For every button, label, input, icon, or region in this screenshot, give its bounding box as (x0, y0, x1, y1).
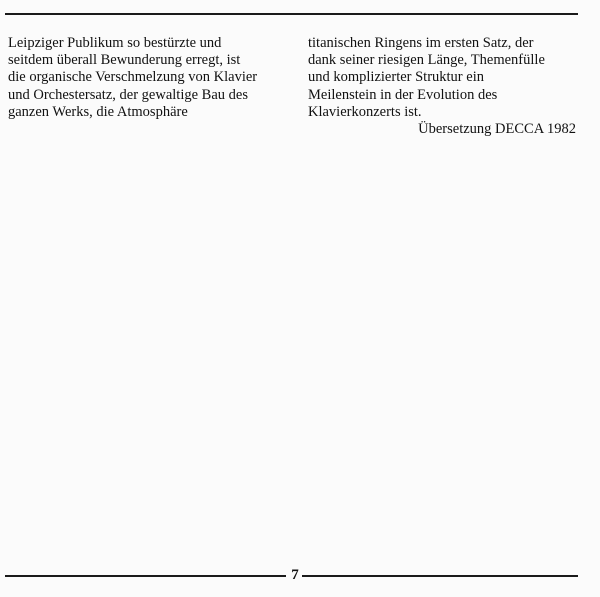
text-line: die organische Verschmelzung von Klavier (8, 69, 258, 86)
footer-rule-right (302, 575, 578, 577)
top-rule (5, 13, 578, 15)
text-column-left (8, 35, 293, 121)
text-line: ganzen Werks, die Atmosphäre (8, 103, 188, 120)
text-line: und komplizierter Struktur ein (308, 69, 484, 86)
page-number: 7 (291, 567, 299, 583)
page-footer (5, 565, 578, 585)
footer-rule-left (5, 575, 286, 577)
text-line: Meilenstein in der Evolution des (308, 86, 498, 103)
text-line: seitdem überall Bewunderung erregt, ist (8, 52, 241, 69)
text-line: und Orchestersatz, der gewaltige Bau des (8, 86, 248, 103)
text-line: titanischen Ringens im ersten Satz, der (308, 35, 534, 51)
text-line: Klavierkonzerts ist. (308, 103, 422, 120)
text-line: dank seiner riesigen Länge, Themenfülle (308, 52, 545, 69)
text-column-right (308, 35, 580, 138)
translation-credit: Übersetzung DECCA 1982 (418, 121, 576, 138)
text-line: Leipziger Publikum so bestürzte und (8, 35, 222, 51)
